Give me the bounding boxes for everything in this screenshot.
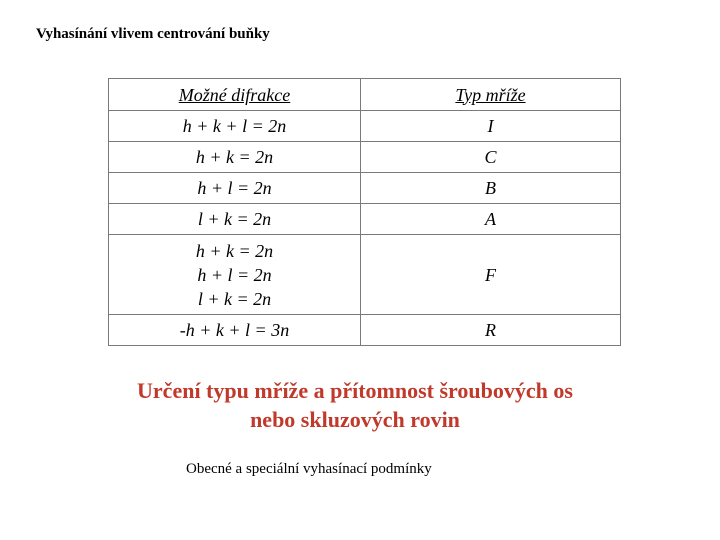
condition-cell: -h + k + l = 3n bbox=[109, 315, 361, 346]
condition-line: h + k = 2n bbox=[195, 240, 274, 261]
condition-cell: h + k = 2n bbox=[109, 142, 361, 173]
lattice-cell: I bbox=[361, 111, 621, 142]
condition-cell: h + k + l = 2n bbox=[109, 111, 361, 142]
lattice-cell: C bbox=[361, 142, 621, 173]
header-lattice-type: Typ mříže bbox=[361, 79, 621, 111]
footnote: Obecné a speciální vyhasínací podmínky bbox=[186, 461, 432, 477]
lattice-cell: F bbox=[361, 235, 621, 315]
header-possible-diffractions: Možné difrakce bbox=[109, 79, 361, 111]
conclusion-line: nebo skluzových rovin bbox=[250, 407, 460, 432]
table-row bbox=[109, 235, 621, 315]
conclusion-text bbox=[80, 376, 630, 434]
page-title: Vyhasínání vlivem centrování buňky bbox=[36, 26, 270, 42]
condition-cell: l + k = 2n bbox=[109, 204, 361, 235]
table-row bbox=[109, 173, 621, 204]
condition-cell: h + l = 2n bbox=[109, 173, 361, 204]
condition-cell-multi bbox=[109, 235, 361, 315]
lattice-cell: A bbox=[361, 204, 621, 235]
lattice-cell: R bbox=[361, 315, 621, 346]
lattice-cell: B bbox=[361, 173, 621, 204]
condition-line: h + l = 2n bbox=[197, 264, 272, 285]
table-header-row bbox=[109, 79, 621, 111]
table-row bbox=[109, 315, 621, 346]
table-row bbox=[109, 111, 621, 142]
extinction-table bbox=[108, 78, 621, 346]
table-row bbox=[109, 204, 621, 235]
conclusion-line: Určení typu mříže a přítomnost šroubových os bbox=[137, 378, 573, 403]
condition-line: l + k = 2n bbox=[197, 288, 272, 309]
table-row bbox=[109, 142, 621, 173]
